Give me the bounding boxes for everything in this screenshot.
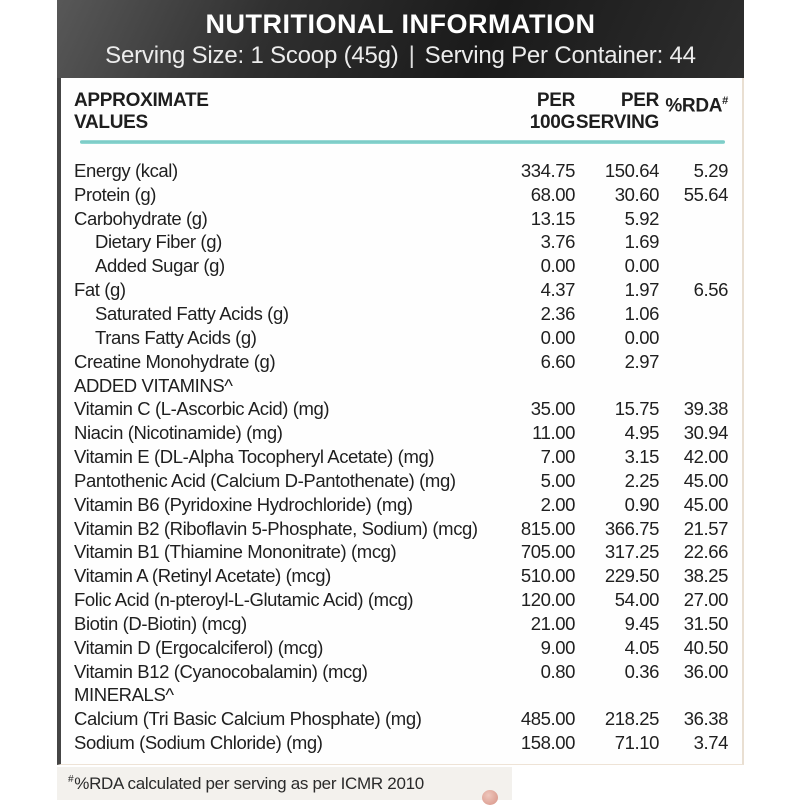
nutrient-label: Folic Acid (n-pteroyl-L-Glutamic Acid) (mcg)	[74, 589, 414, 611]
rda-value: 45.00	[683, 469, 728, 491]
nutrient-label: Vitamin B1 (Thiamine Mononitrate) (mcg)	[74, 541, 397, 563]
per-serving-value: 30.60	[614, 183, 659, 205]
nutrient-label: Trans Fatty Acids (g)	[95, 326, 257, 348]
table-row	[74, 731, 728, 755]
per-serving-value: 0.00	[624, 326, 659, 348]
nutrient-label: Vitamin C (L-Ascorbic Acid) (mg)	[74, 398, 330, 420]
banner	[57, 0, 744, 78]
table-row	[74, 231, 728, 255]
nutrient-label: Vitamin D (Ergocalciferol) (mcg)	[74, 636, 324, 658]
nutrient-label: Saturated Fatty Acids (g)	[95, 302, 289, 324]
table-row	[74, 374, 728, 398]
col-header-rda: %RDA#	[665, 95, 728, 117]
col-header-per-serving: PER SERVING	[575, 90, 659, 133]
rda-value: 5.29	[693, 159, 728, 181]
nutrition-table	[57, 78, 744, 765]
serving-per-container-text: Serving Per Container: 44	[424, 41, 696, 69]
table-row	[74, 254, 728, 278]
rda-value: 6.56	[693, 279, 728, 301]
per-serving-value: 2.25	[624, 469, 659, 491]
table-row	[74, 469, 728, 493]
table-row	[74, 350, 728, 374]
col-header-approximate-values: APPROXIMATE VALUES	[74, 90, 209, 133]
cropped-logo-mark	[482, 790, 498, 805]
per-100g-value: 5.00	[540, 469, 575, 491]
table-row	[74, 517, 728, 541]
nutrient-label: Carbohydrate (g)	[74, 207, 208, 229]
table-row	[74, 302, 728, 326]
nutrient-label: Niacin (Nicotinamide) (mg)	[74, 422, 283, 444]
per-100g-value: 6.60	[540, 350, 575, 372]
per-100g-value: 11.00	[532, 422, 575, 444]
per-serving-value: 1.69	[624, 231, 659, 253]
per-serving-value: 71.10	[614, 732, 659, 754]
table-row	[74, 207, 728, 231]
per-serving-value: 2.97	[624, 350, 659, 372]
rda-value: 3.74	[693, 732, 728, 754]
rda-value: 31.50	[683, 612, 728, 634]
footnote-marker: #	[68, 773, 74, 785]
per-serving-value: 1.97	[624, 279, 659, 301]
table-row	[74, 636, 728, 660]
nutrient-label: Calcium (Tri Basic Calcium Phosphate) (mg)	[74, 708, 422, 730]
per-serving-value: 4.05	[624, 636, 659, 658]
per-serving-value: 54.00	[614, 589, 659, 611]
table-column-headers	[74, 90, 728, 134]
nutrient-label: Added Sugar (g)	[95, 255, 225, 277]
per-100g-value: 815.00	[520, 517, 575, 539]
rda-value: 40.50	[683, 636, 728, 658]
teal-divider	[80, 140, 725, 144]
table-row	[74, 421, 728, 445]
footnote-text: %RDA calculated per serving as per ICMR 2010	[74, 773, 424, 793]
per-serving-value: 1.06	[624, 302, 659, 324]
nutrient-label: Sodium (Sodium Chloride) (mg)	[74, 732, 323, 754]
per-100g-value: 510.00	[520, 565, 575, 587]
per-100g-value: 158.00	[520, 732, 575, 754]
nutrient-label: Creatine Monohydrate (g)	[74, 350, 276, 372]
per-100g-value: 705.00	[520, 541, 575, 563]
table-row	[74, 707, 728, 731]
serving-info	[105, 41, 696, 71]
per-100g-value: 13.15	[530, 207, 575, 229]
nutrient-label: ADDED VITAMINS^	[74, 374, 233, 396]
serving-separator: |	[408, 41, 415, 69]
table-row	[74, 564, 728, 588]
per-100g-value: 9.00	[540, 636, 575, 658]
per-serving-value: 15.75	[614, 398, 659, 420]
nutrient-label: Vitamin B6 (Pyridoxine Hydrochloride) (mg)	[74, 493, 413, 515]
rda-value: 27.00	[683, 589, 728, 611]
per-100g-value: 485.00	[520, 708, 575, 730]
per-serving-value: 9.45	[624, 612, 659, 634]
per-100g-value: 2.00	[540, 493, 575, 515]
nutrient-label: Biotin (D-Biotin) (mcg)	[74, 612, 247, 634]
per-serving-value: 4.95	[624, 422, 659, 444]
rda-value: 36.38	[683, 708, 728, 730]
table-row	[74, 541, 728, 565]
per-serving-value: 229.50	[604, 565, 659, 587]
banner-title: NUTRITIONAL INFORMATION	[205, 8, 596, 39]
rda-value: 39.38	[683, 398, 728, 420]
nutrient-label: Vitamin B2 (Riboflavin 5-Phosphate, Sodium) (mcg)	[74, 517, 478, 539]
rda-value: 36.00	[683, 660, 728, 682]
table-row	[74, 684, 728, 708]
per-100g-value: 7.00	[540, 446, 575, 468]
per-serving-value: 0.00	[624, 255, 659, 277]
table-row	[74, 278, 728, 302]
nutrient-label: Vitamin E (DL-Alpha Tocopheryl Acetate) (mg)	[74, 446, 435, 468]
per-100g-value: 3.76	[540, 231, 575, 253]
table-row	[74, 445, 728, 469]
per-serving-value: 5.92	[624, 207, 659, 229]
per-serving-value: 317.25	[604, 541, 659, 563]
table-row	[74, 612, 728, 636]
rda-value: 30.94	[683, 422, 728, 444]
table-row	[74, 493, 728, 517]
per-100g-value: 334.75	[520, 159, 575, 181]
per-100g-value: 0.00	[540, 326, 575, 348]
nutrient-label: Vitamin A (Retinyl Acetate) (mcg)	[74, 565, 331, 587]
per-serving-value: 150.64	[604, 159, 659, 181]
rda-value: 42.00	[683, 446, 728, 468]
table-row	[74, 660, 728, 684]
per-100g-value: 35.00	[530, 398, 575, 420]
per-serving-value: 0.90	[624, 493, 659, 515]
rda-value: 55.64	[683, 183, 728, 205]
per-100g-value: 0.80	[540, 660, 575, 682]
per-serving-value: 366.75	[604, 517, 659, 539]
per-100g-value: 68.00	[530, 183, 575, 205]
per-100g-value: 21.00	[530, 612, 575, 634]
table-row	[74, 397, 728, 421]
nutrient-label: Protein (g)	[74, 183, 156, 205]
table-body	[74, 159, 728, 755]
nutrient-label: Energy (kcal)	[74, 159, 178, 181]
nutrient-label: Dietary Fiber (g)	[95, 231, 222, 253]
per-serving-value: 218.25	[604, 708, 659, 730]
per-serving-value: 0.36	[624, 660, 659, 682]
table-row	[74, 588, 728, 612]
footnote	[57, 767, 512, 800]
table-row	[74, 159, 728, 183]
per-100g-value: 0.00	[540, 255, 575, 277]
rda-footnote-marker: #	[722, 95, 728, 107]
nutrient-label: Fat (g)	[74, 279, 126, 301]
nutrient-label: Vitamin B12 (Cyanocobalamin) (mcg)	[74, 660, 368, 682]
per-serving-value: 3.15	[624, 446, 659, 468]
nutrient-label: Pantothenic Acid (Calcium D-Pantothenate) (mg)	[74, 469, 456, 491]
serving-size-text: Serving Size: 1 Scoop (45g)	[105, 41, 399, 69]
rda-value: 38.25	[683, 565, 728, 587]
nutrient-label: MINERALS^	[74, 684, 174, 706]
rda-value: 21.57	[683, 517, 728, 539]
per-100g-value: 4.37	[540, 279, 575, 301]
col-header-per-100g: PER 100G	[529, 90, 575, 133]
table-row	[74, 326, 728, 350]
per-100g-value: 2.36	[540, 302, 575, 324]
table-row	[74, 183, 728, 207]
rda-value: 22.66	[683, 541, 728, 563]
rda-value: 45.00	[683, 493, 728, 515]
per-100g-value: 120.00	[520, 589, 575, 611]
